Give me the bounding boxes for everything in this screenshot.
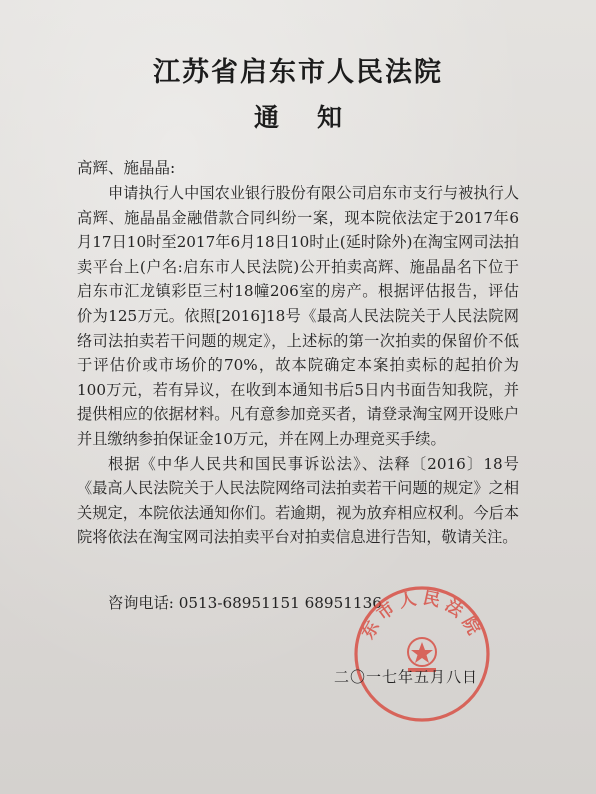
seal-text: 东市人民法院 <box>358 588 486 643</box>
document-subtitle: 通知 <box>253 103 380 132</box>
body-paragraph: 根据《中华人民共和国民事诉讼法》、法释〔2016〕18号《最高人民法院关于人民法院网络司法拍卖若干问题的规定》之相关规定，本院依法通知你们。若逾期，视为放弃相应权利。今后本院将依法在淘宝网司法拍卖平台对拍卖信息进行告知，敬请关注。 <box>77 454 519 547</box>
document-title: 江苏省启东市人民法院 <box>153 57 443 88</box>
court-seal <box>340 572 500 724</box>
salutation: 高辉、施晶晶: <box>77 159 176 177</box>
svg-text:东市人民法院 <box>357 588 486 642</box>
contact-phone: 咨询电话: 0513-68951151 68951136 <box>108 594 382 612</box>
body-paragraph: 申请执行人中国农业银行股份有限公司启东市支行与被执行人高辉、施晶晶金融借款合同纠纷一案，现本院依法定于2017年6月17日10时至2017年6月18日10时止(延时除外)在淘宝网司法拍卖平台上(户名:启东市人民法院)公开拍卖高辉、施晶晶名下位于启东市汇龙镇彩臣三村18幢206室的房产。根据评估报告，评估价为125万元。依照[2016]18号《最高人民法院关于人民法院网络司法拍卖若干问题的规定》，上述标的第一次拍卖的保留价不低于评估价或市场价的70%，故本院确定本案拍卖标的起拍价为100万元，若有异议，在收到本通知书后5日内书面告知我院，并提供相应的依据材料。凡有意参加竞买者，请登录淘宝网开设账户并且缴纳参拍保证金10万元，并在网上办理竞买手续。 <box>77 184 519 448</box>
notice-body <box>77 181 519 550</box>
document-date: 二〇一七年五月八日 <box>334 668 479 686</box>
